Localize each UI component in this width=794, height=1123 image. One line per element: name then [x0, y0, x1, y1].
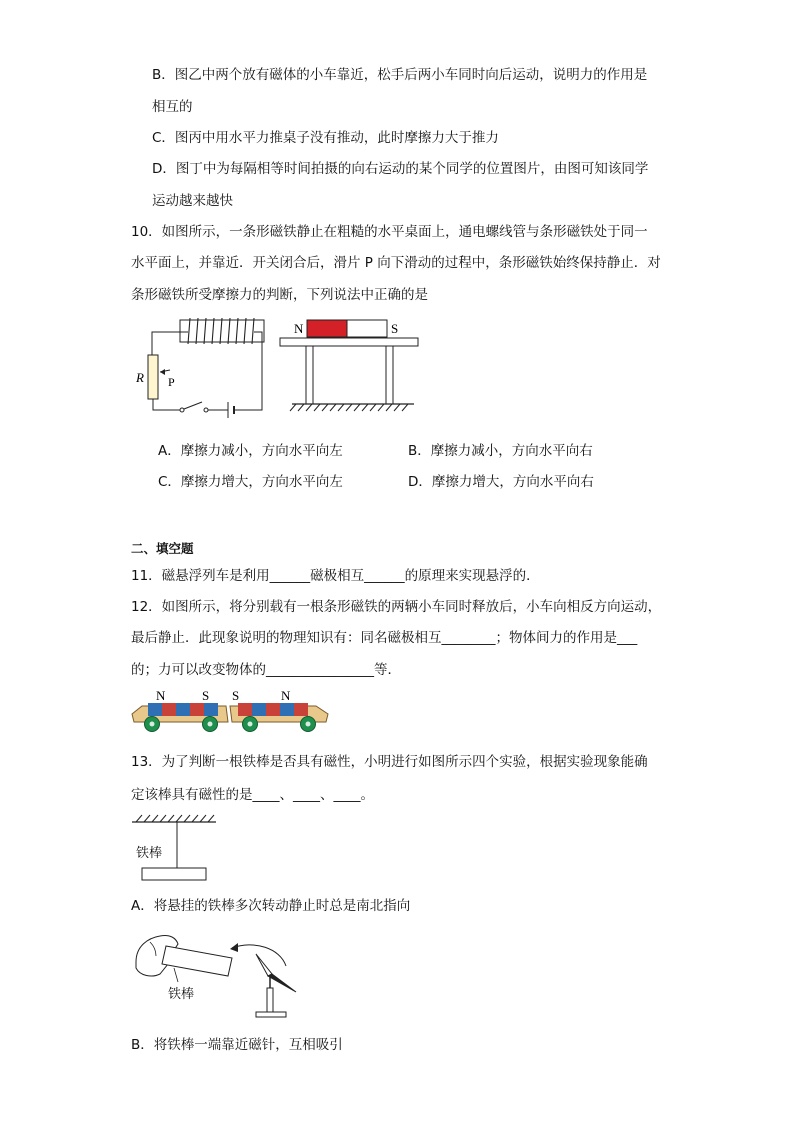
section-title-fill-in: 二、填空题	[131, 541, 194, 556]
cart1-label-n: N	[156, 688, 166, 703]
cart2-label-n: N	[281, 688, 291, 703]
ground-hatching	[290, 404, 408, 411]
magnet-north-half	[307, 320, 347, 337]
label-r: R	[136, 370, 144, 385]
q13-fig-a-label: 铁棒	[136, 846, 163, 861]
q9-option-d-line1: D．图丁中为每隔相等时间拍摄的向右运动的某个同学的位置图片，由图可知该同学	[152, 161, 649, 177]
q12-stem-line1: 12．如图所示，将分别载有一根条形磁铁的两辆小车同时释放后，小车向相反方向运动，	[131, 599, 662, 615]
wire-bottom	[153, 399, 180, 410]
iron-bar-hanging	[142, 868, 206, 880]
magnet-south-half	[347, 320, 387, 337]
label-p: P	[168, 375, 175, 389]
q9-option-b-line1: B．图乙中两个放有磁体的小车靠近，松手后两小车同时向后运动，说明力的作用是	[152, 67, 648, 83]
iron-bar-held	[162, 946, 232, 976]
label-s: S	[391, 321, 399, 336]
rotation-arrowhead	[230, 943, 238, 952]
q10-option-c: C．摩擦力增大，方向水平向左	[158, 474, 343, 490]
switch-blade	[184, 402, 202, 409]
solenoid-coils	[188, 318, 254, 344]
wire-left	[152, 332, 188, 355]
bar-label-pointer	[174, 968, 178, 982]
needle-base	[256, 1012, 286, 1017]
table-leg-right	[386, 346, 393, 404]
switch-contact-right	[204, 408, 208, 412]
rotation-arrow	[232, 945, 286, 966]
needle-post	[267, 988, 273, 1012]
q13-option-a: A．将悬挂的铁棒多次转动静止时总是南北指向	[131, 898, 411, 914]
table-top	[280, 338, 418, 346]
q12-stem-line2: 最后静止．此现象说明的物理知识有：同名磁极相互________；物体间力的作用是___	[131, 630, 638, 646]
q10-magnet-table-figure	[278, 316, 423, 416]
cart-2	[230, 703, 328, 732]
switch-contact-left	[180, 408, 184, 412]
cart-1	[132, 703, 228, 732]
q10-stem-line2: 水平面上，并靠近．开关闭合后，滑片 P 向下滑动的过程中，条形磁铁始终保持静止．对	[131, 255, 661, 271]
q9-option-b-line2: 相互的	[152, 99, 193, 115]
q10-stem-line1: 10．如图所示，一条形磁铁静止在粗糙的水平桌面上，通电螺线管与条形磁铁处于同一	[131, 224, 648, 240]
q13-stem-line1: 13．为了判断一根铁棒是否具有磁性，小明进行如图所示四个实验，根据实验现象能确	[131, 754, 648, 770]
needle-half-1	[256, 954, 272, 976]
q9-option-d-line2: 运动越来越快	[152, 193, 233, 209]
rheostat	[148, 355, 158, 399]
q10-option-a: A．摩擦力减小，方向水平向左	[158, 443, 343, 459]
label-n: N	[294, 321, 304, 336]
q10-option-d: D．摩擦力增大，方向水平向右	[408, 474, 594, 490]
ceiling-hatching	[136, 815, 214, 822]
q11-text: 11．磁悬浮列车是利用______磁极相互______的原理来实现悬浮的．	[131, 568, 540, 584]
q13-option-b: B．将铁棒一端靠近磁针，互相吸引	[131, 1037, 343, 1053]
table-leg-left	[306, 346, 313, 404]
q10-option-b: B．摩擦力减小，方向水平向右	[408, 443, 593, 459]
q12-carts-figure	[130, 686, 335, 738]
q10-stem-line3: 条形磁铁所受摩擦力的判断，下列说法中正确的是	[131, 287, 428, 303]
q13-fig-b-label: 铁棒	[168, 987, 195, 1002]
cart2-label-s: S	[232, 688, 240, 703]
q12-stem-line3: 的；力可以改变物体的________________等．	[131, 662, 401, 678]
q13-figure-b	[130, 928, 310, 1024]
q10-circuit-figure	[130, 310, 280, 430]
q13-stem-line2: 定该棒具有磁性的是____、____、____。	[131, 787, 374, 803]
slider-arrowhead	[160, 369, 165, 375]
cart1-label-s: S	[202, 688, 210, 703]
q9-option-c: C．图丙中用水平力推桌子没有推动，此时摩擦力大于推力	[152, 130, 499, 146]
